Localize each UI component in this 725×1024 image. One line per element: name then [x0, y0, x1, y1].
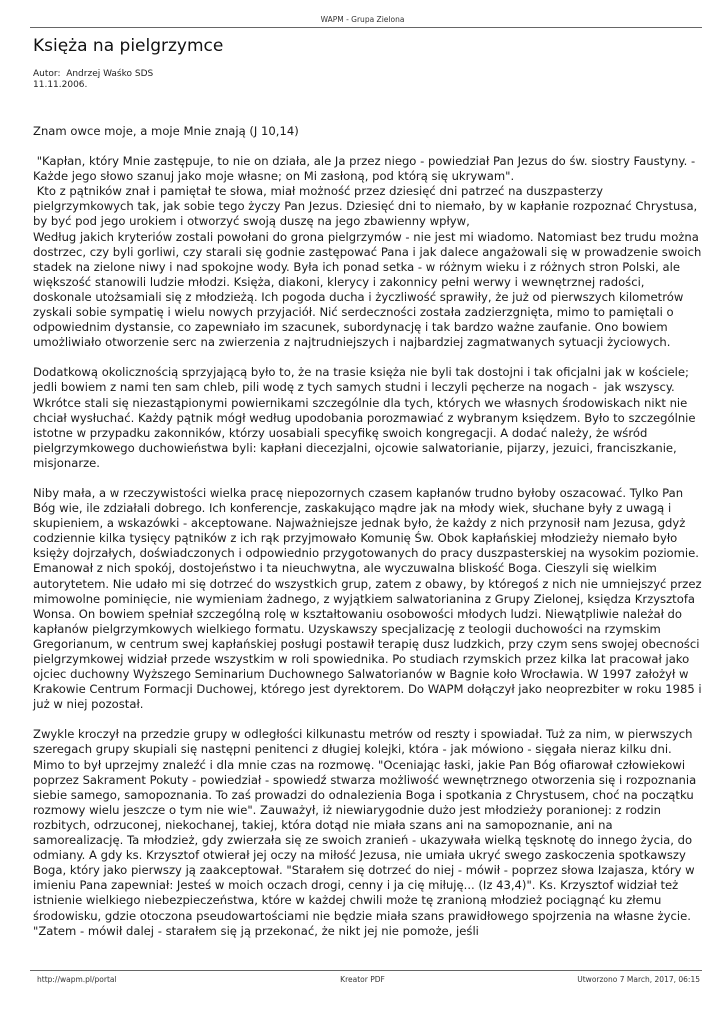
header-divider — [30, 27, 702, 28]
article-meta — [33, 69, 153, 91]
article-body — [33, 124, 703, 954]
article-title: Księża na pielgrzymce — [33, 36, 224, 56]
article-paragraph: Zwykle kroczył na przedzie grupy w odległości kilkunastu metrów od reszty i spowiadał. Tuż za nim, w pierwszych szeregach grupy skupiali się następni penitenci z długiej kolejki, która - jak mówiono - sięgała nieraz kilku dni. Mimo to był uprzejmy znaleźć i dla mnie czas na rozmowę. "Oceniając łaski, jakie Pan Bóg ofiarował człowiekowi poprzez Sakrament Pokuty - powiedział - spowiedź stwarza możliwość wewnętrznego otworzenia się i rozpoznania siebie samego, samopoznania. To zaś prowadzi do odnalezienia Boga i spotkania z Chrystusem, choć na początku rozmowy wielu jeszcze o tym nie wie". Zauważył, iż niewiarygodnie dużo jest młodzieży poranionej: z rodzin rozbitych, odrzuconej, niekochanej, takiej, która dotąd nie miała szans ani na samopoznanie, ani na samorealizację. Ta młodzież, gdy zwierzała się ze swoich zranień - ukazywała wielką tęsknotę do innego życia, do odmiany. A gdy ks. Krzysztof otwierał jej oczy na miłość Jezusa, nie umiała ukryć swego zaskoczenia spotkawszy Boga, który jako pierwszy ją zaakceptował. "Starałem się dotrzeć do niej - mówił - poprzez słowa Izajasza, który w imieniu Pana zapewniał: Jesteś w moich oczach drogi, cenny i ja cię miłuję... (Iz 43,4)". Ks. Krzysztof widział też istnienie wielkiego niebezpieczeństwa, które w każdej chwili może tę zranioną młodzież pociągnąć ku złemu środowisku, gdzie otoczona pseudowartościami nie będzie miała szans prawidłowego spojrzenia na własne życie. "Zatem - mówił dalej - starałem się ją przekonać, że nikt jej nie pomoże, jeśli — [33, 727, 697, 938]
page-header: WAPM - Grupa Zielona — [320, 15, 405, 24]
article-paragraph: Znam owce moje, a moje Mnie znają (J 10,14) — [33, 124, 299, 138]
footer-created-date: Utworzono 7 March, 2017, 06:15 — [577, 975, 700, 984]
article-date: 11.11.2006. — [33, 80, 88, 90]
article-paragraph: Niby mała, a w rzeczywistości wielka pracę niepozornych czasem kapłanów trudno byłoby oszacować. Tylko Pan Bóg wie, ile zdziałali dobrego. Ich konferencje, zaskakująco mądre jak na młody wiek, słuchane były z uwagą i skupieniem, a wskazówki - akceptowane. Najważniejsze jednak było, że każdy z nich przynosił nam Jezusa, gdyż codziennie kilka tysięcy pątników z ich rąk przyjmowało Komunię Św. Obok kapłańskiej młodzieży niemało było księży dojrzałych, doświadczonych i odpowiednio przygotowanych do pracy duszpasterskiej na wysokim poziomie. Emanował z nich spokój, dostojeństwo i ta nieuchwytna, ale wyczuwalna bliskość Boga. Cieszyli się wielkim autorytetem. Nie udało mi się dotrzeć do wszystkich grup, zatem z obawy, by któregoś z nich nie umniejszyć przez mimowolne pominięcie, nie wymieniam żadnego, z wyjątkiem salwatorianina z Grupy Zielonej, księdza Krzysztofa Wonsa. On bowiem spełniał szczególną rolę w kształtowaniu osobowości młodych ludzi. Niewątpliwie należał do kapłanów pielgrzymkowych wielkiego formatu. Uzyskawszy specjalizację z teologii duchowości na rzymskim Gregorianum, w centrum swej kapłańskiej posługi postawił terapię dusz ludzkich, przy czym sens swojej obecności pielgrzymkowej widział przede wszystkim w roli spowiednika. Po studiach rzymskich przez kilka lat pracował jako ojciec duchowny Wyższego Seminarium Duchownego Salwatorianów w Bagnie koło Wrocławia. W 1997 założył w Krakowie Centrum Formacji Duchowej, którego jest dyrektorem. Do WAPM dołączył jako neoprezbiter w roku 1985 i już w niej pozostał. — [33, 485, 702, 712]
article-author: Autor: Andrzej Waśko SDS — [33, 69, 154, 79]
article-paragraph: Według jakich kryteriów zostali powołani do grona pielgrzymów - nie jest mi wiadomo. Natomiast bez trudu można dostrzec, czy byli gorliwi, czy starali się godnie zastępować Pana i jak dalece angażowali się w prowadzenie swoich stadek na zielone niwy i nad spokojne wody. Była ich ponad setka - w różnym wieku i z różnych stron Polski, ale większość stanowili ludzie młodzi. Księża, diakoni, klerycy i zakonnicy pełni werwy i wewnętrznej radości, doskonale utożsamiali się z młodzieżą. Ich pogoda ducha i życzliwość sprawiły, że już od pierwszych kilometrów zyskali sobie sympatię i wielu nowych przyjaciół. Nić serdeczności została zadzierzgnięta, mimo to pamiętali o odpowiednim dystansie, co zapewniało im szacunek, subordynację i tak bardzo ważne zaufanie. Ono bowiem umożliwiało otworzenie serc na zwierzenia z najtrudniejszych i najbardziej zagmatwanych sytuacji życiowych. — [33, 229, 702, 350]
article-paragraph: Dodatkową okolicznością sprzyjającą było to, że na trasie księża nie byli tak dostojni i tak oficjalni jak w kościele; jedli bowiem z nami ten sam chleb, pili wodę z tych samych studni i leczyli pęcherze na nogach - jak wszyscy. Wkrótce stali się niezastąpionymi powiernikami szczególnie dla tych, których we własnych środowiskach nikt nie chciał wysłuchać. Każdy pątnik mógł według upodobania porozmawiać z wybranym księdzem. Było to szczególnie istotne w przypadku zakonników, którzy uosabiali specyfikę swoich kongregacji. A dodać należy, że wśród pielgrzymkowego duchowieństwa byli: kapłani diecezjalni, ojcowie salwatorianie, pijarzy, jezuici, franciszkanie, misjonarze. — [33, 365, 700, 470]
article-paragraph: "Kapłan, który Mnie zastępuje, to nie on działa, ale Ja przez niego - powiedział Pan Jezus do św. siostry Faustyny. - Każde jego słowo szanuj jako moje własne; on Mi zasłoną, pod którą się ukrywam". — [33, 154, 699, 184]
footer-url-link[interactable]: http://wapm.pl/portal — [37, 975, 117, 984]
article-paragraph: Kto z pątników znał i pamiętał te słowa, miał możność przez dziesięć dni patrzeć na duszpasterzy pielgrzymkowych tak, jak sobie tego życzy Pan Jezus. Dziesięć dni to niemało, by w kapłanie rozpoznać Chrystusa, by być pod jego urokiem i otworzyć swoją duszę na jego zbawienny wpływ, — [33, 184, 701, 229]
footer-divider — [30, 970, 702, 971]
footer-generator: Kreator PDF — [340, 975, 385, 984]
